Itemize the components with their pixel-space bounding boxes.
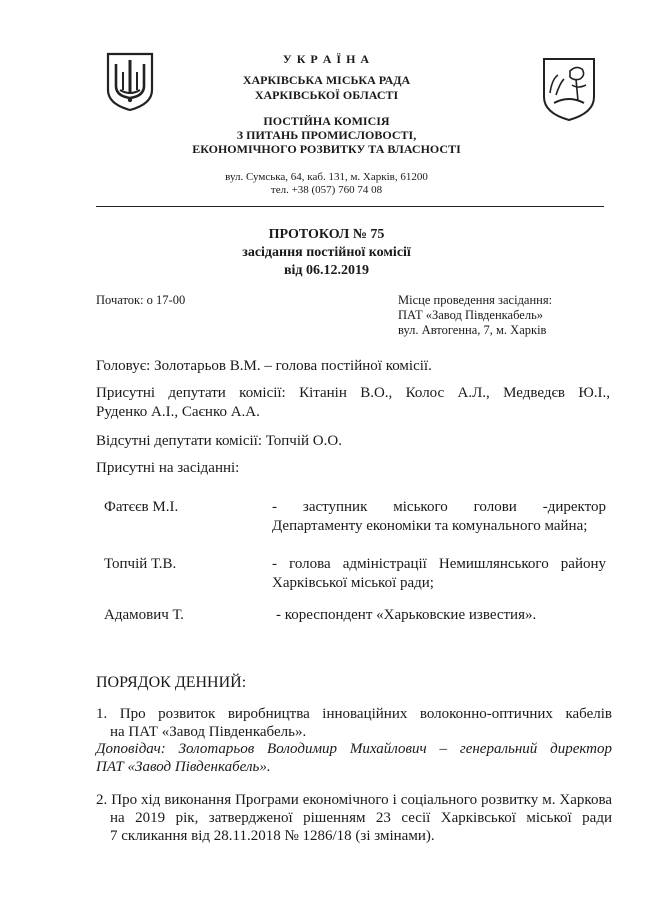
agenda-item-1-speaker: Доповідач: Золотарьов Володимир Михайлович – генеральний директор — [96, 741, 612, 757]
commission-phone: тел. +38 (057) 760 74 08 — [270, 184, 383, 196]
protocol-date: від 06.12.2019 — [283, 263, 370, 278]
commission-name-line-1: ПОСТІЙНА КОМІСІЯ — [263, 114, 390, 128]
agenda-item-1-line-2: на ПАТ «Завод Південкабель». — [110, 724, 307, 740]
agenda-item-2-line-1: 2. Про хід виконання Програми економічного і соціального розвитку м. Харкова — [96, 792, 612, 808]
attendee-role: - кореспондент «Харьковские известия». — [276, 607, 537, 623]
protocol-title: ПРОТОКОЛ № 75 — [268, 227, 385, 242]
attendee-role-cont: Департаменту економіки та комунального майна; — [272, 518, 588, 534]
council-name-line-2: ХАРКІВСЬКОЇ ОБЛАСТІ — [254, 88, 399, 102]
attendee-name: Топчій Т.В. — [104, 556, 177, 572]
header-divider — [96, 206, 604, 207]
chairperson: Головує: Золотарьов В.М. – голова постійної комісії. — [96, 358, 432, 374]
agenda-title: ПОРЯДОК ДЕННИЙ: — [96, 674, 247, 691]
commission-name-line-2: З ПИТАНЬ ПРОМИСЛОВОСТІ, — [236, 128, 417, 142]
meeting-place-address: вул. Автогенна, 7, м. Харків — [398, 323, 547, 337]
meeting-start: Початок: о 17-00 — [96, 293, 186, 307]
present-members-line-2: Руденко А.І., Саєнко А.А. — [96, 404, 260, 420]
agenda-item-2-line-3: 7 скликання від 28.11.2018 № 1286/18 (зі змінами). — [110, 828, 435, 844]
protocol-subtitle: засідання постійної комісії — [242, 245, 411, 260]
commission-name-line-3: ЕКОНОМІЧНОГО РОЗВИТКУ ТА ВЛАСНОСТІ — [192, 142, 461, 156]
country-heading: У К Р А Ї Н А — [282, 52, 371, 66]
present-members-line-1: Присутні депутати комісії: Кітанін В.О., Колос А.Л., Медведєв Ю.І., — [96, 385, 610, 401]
commission-address: вул. Сумська, 64, каб. 131, м. Харків, 61200 — [225, 171, 428, 183]
agenda-item-1-speaker-cont: ПАТ «Завод Південкабель». — [96, 759, 271, 775]
attendee-name: Фатєєв М.І. — [104, 499, 179, 515]
agenda-item-1-line-1: 1. Про розвиток виробництва інноваційних волоконно-оптичних кабелів — [96, 706, 612, 722]
meeting-place-org: ПАТ «Завод Південкабель» — [398, 308, 544, 322]
attendee-name: Адамович Т. — [104, 607, 184, 623]
attendee-role: - заступник міського голови -директор — [272, 499, 606, 515]
agenda-item-2-line-2: на 2019 рік, затвердженої рішенням 23 сесії Харківської міської ради — [110, 810, 612, 826]
attendee-role: - голова адміністрації Немишлянського району — [272, 556, 606, 572]
attendee-role-cont: Харківської міської ради; — [272, 575, 434, 591]
attendees-label: Присутні на засіданні: — [96, 460, 240, 476]
meeting-place-label: Місце проведення засідання: — [398, 293, 553, 307]
council-name-line-1: ХАРКІВСЬКА МІСЬКА РАДА — [242, 73, 411, 87]
absent-members: Відсутні депутати комісії: Топчій О.О. — [96, 433, 342, 449]
